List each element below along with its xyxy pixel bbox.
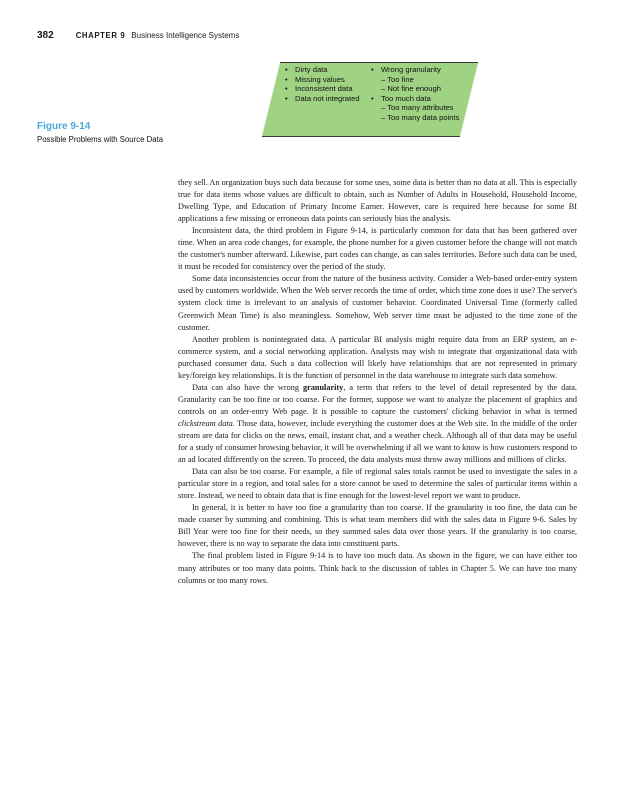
figure-list-right: [370, 65, 459, 123]
list-subitem: – Too fine: [381, 74, 414, 84]
paragraph: [178, 382, 577, 466]
list-item: • Missing values: [284, 75, 360, 85]
paragraph: Some data inconsistencies occur from the nature of the business activity. Consider a Web-based order-entry system used by customers worldwide. When the Web server records the time of order, which time zone does it use? The server's system clock time is irrelevant to an analysis of customer behavior. Coordinated Universal Time (formerly called Greenwich Mean Time) is also meaningless. Somehow, Web server time must be adjusted to the time zone of the customer.: [178, 274, 577, 332]
figure-list-left: [284, 65, 360, 103]
paragraph: Inconsistent data, the third problem in Figure 9-14, is particularly common for data that has been gathered over time. When an area code changes, for example, the phone number for a given customer before the change will not match the customer's number afterward. Likewise, part codes can change, as can sales territories. Before such data can be used, it must be recoded for consistency over the period of the study.: [178, 226, 577, 272]
figure-caption: Possible Problems with Source Data: [37, 135, 164, 144]
figure-title: Figure 9-14: [37, 121, 91, 132]
list-item: • Data not integrated: [284, 94, 360, 104]
page-header: [37, 30, 588, 41]
running-title: Business Intelligence Systems: [131, 31, 240, 40]
paragraph: Data can also be too coarse. For example, a file of regional sales totals cannot be used to investigate the sales in a particular store in a region, and total sales for a store cannot be used to determine the sales of particular items within a store. Instead, we need to obtain data that is fine enough for the lowest-level report we want to produce.: [178, 467, 577, 501]
list-item: • Wrong granularity: [370, 65, 459, 75]
list-item: • Dirty data: [284, 65, 360, 75]
list-item: • Too much data: [370, 94, 459, 104]
figure-9-14: [262, 57, 478, 142]
text-run: Data can also have the wrong: [192, 382, 303, 392]
chapter-label: CHAPTER 9: [75, 31, 126, 40]
list-subitem: – Not fine enough: [381, 84, 441, 94]
text-run: . Those data, however, include everything the customer does at the Web site. In the middle of the order stream are data for clicks on the news, email, instant chat, and a weather check. Although all of that data may be useful for a study of consumer browsing behavior, it will be overwhelming if all we want to know is how customers respond to an ad located differently on the screen. To proceed, the data analysts must throw away millions and millions of clicks.: [178, 418, 577, 465]
list-subitem: – Too many attributes: [381, 103, 454, 113]
paragraph: In general, it is better to have too fine a granularity than too coarse. If the granularity is too fine, the data can be made coarser by summing and combining. This is what team members did with the sales data in Figure 9-6. Sales by Bill Year were too fine for their needs, so they summed sales data over those years. If the granularity is too coarse, however, there is no way to separate the data into constituent parts.: [178, 503, 577, 549]
page-number: 382: [37, 30, 54, 41]
body-text: [178, 177, 577, 587]
figure-caption-block: [37, 121, 167, 145]
paragraph: they sell. An organization buys such data because for some uses, some data is better than no data at all. This is especially true for data items whose values are difficult to obtain, such as Number of Adults in Household, Household Income, Dwelling Type, and Education of Primary Income Earner. However, care is required here because for some BI applications a few missing or erroneous data points can seriously bias the analysis.: [178, 178, 577, 224]
paragraph: The final problem listed in Figure 9-14 is to have too much data. As shown in the figure, we can have either too many attributes or too many data points. Think back to the discussion of tables in Chapter 5. We can have too many columns or too many rows.: [178, 551, 577, 585]
term-clickstream-data: clickstream data: [178, 418, 233, 428]
keyword-granularity: granularity: [302, 382, 344, 392]
figure-top-rule: [280, 62, 478, 63]
text-run: , a term that refers to the level of detail represented by the data. Granularity can be too fine or too coarse. For the former, suppose we want to analyze the placement of graphics and controls on an order-entry Web page. It is possible to capture the customers' clicking behavior in what is termed: [178, 382, 577, 416]
list-subitem: – Too many data points: [381, 112, 460, 122]
paragraph: Another problem is nonintegrated data. A particular BI analysis might require data from an ERP system, an e-commerce system, and a social networking application. Analysts may wish to integrate that organizational data with purchased consumer data. Such a data collection will likely have relationships that are not represented in primary key/foreign key relationships. It is the function of personnel in the data warehouse to integrate such data somehow.: [178, 334, 577, 380]
list-item: • Inconsistent data: [284, 84, 360, 94]
figure-bottom-rule: [262, 136, 460, 137]
